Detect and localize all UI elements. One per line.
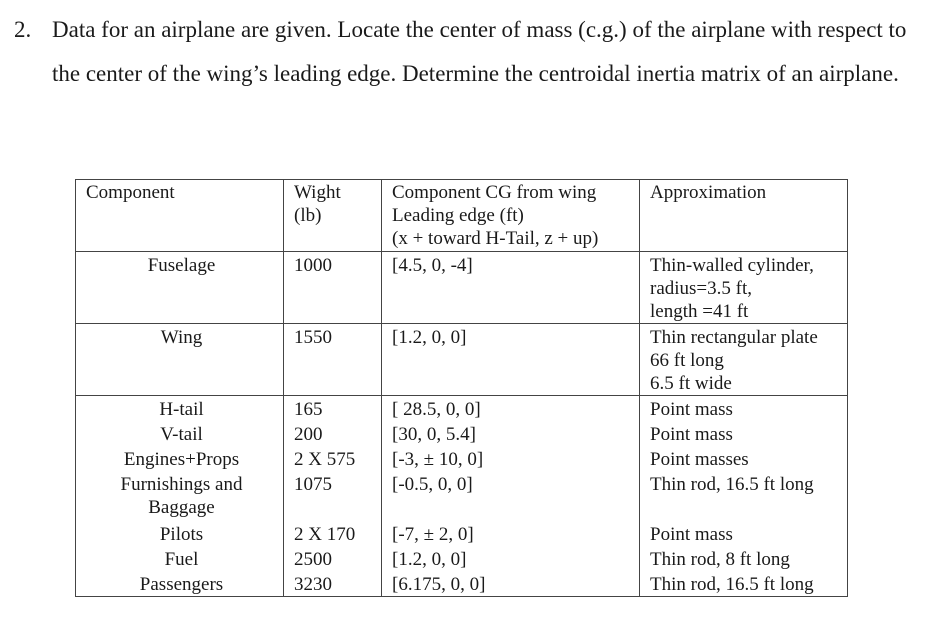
cell-approx: Thin rectangular plate 66 ft long 6.5 ft wide [640, 324, 848, 396]
cell-component: H-tail [76, 396, 284, 422]
cell-approx: Point mass [640, 396, 848, 422]
cell-weight: 2 X 575 [284, 446, 382, 471]
cell-weight: 2 X 170 [284, 521, 382, 546]
cell-cg: [-0.5, 0, 0] [382, 471, 640, 521]
cell-weight: 200 [284, 421, 382, 446]
table-row [76, 571, 848, 597]
table-row [76, 446, 848, 471]
cell-component: V-tail [76, 421, 284, 446]
header-cg: Component CG from wing Leading edge (ft) (x + toward H-Tail, z + up) [382, 180, 640, 252]
cell-weight: 3230 [284, 571, 382, 597]
cell-weight: 165 [284, 396, 382, 422]
cell-weight: 2500 [284, 546, 382, 571]
cell-approx: Point mass [640, 521, 848, 546]
table-row [76, 546, 848, 571]
cell-component: Passengers [76, 571, 284, 597]
table-row [76, 471, 848, 521]
cell-approx: Thin rod, 16.5 ft long [640, 471, 848, 521]
table-row [76, 396, 848, 422]
header-weight: Wight (lb) [284, 180, 382, 252]
table-row [76, 252, 848, 324]
airplane-data-table [75, 179, 848, 597]
cell-cg: [1.2, 0, 0] [382, 324, 640, 396]
header-component: Component [76, 180, 284, 252]
cell-cg: [30, 0, 5.4] [382, 421, 640, 446]
cell-component: Wing [76, 324, 284, 396]
cell-component: Fuselage [76, 252, 284, 324]
cell-component: Fuel [76, 546, 284, 571]
header-approximation: Approximation [640, 180, 848, 252]
cell-approx: Thin-walled cylinder, radius=3.5 ft, length =41 ft [640, 252, 848, 324]
table-header-row [76, 180, 848, 252]
cell-approx: Point masses [640, 446, 848, 471]
cell-approx: Point mass [640, 421, 848, 446]
table-row [76, 521, 848, 546]
cell-cg: [ 28.5, 0, 0] [382, 396, 640, 422]
problem-number: 2. [14, 17, 32, 42]
cell-cg: [-3, ± 10, 0] [382, 446, 640, 471]
cell-weight: 1075 [284, 471, 382, 521]
cell-component: Pilots [76, 521, 284, 546]
problem-text: Data for an airplane are given. Locate the center of mass (c.g.) of the airplane with respect to the center of the wing’s leading edge. Determine the centroidal inertia matrix of an airplane. [52, 17, 907, 86]
cell-cg: [6.175, 0, 0] [382, 571, 640, 597]
table-row [76, 421, 848, 446]
cell-cg: [1.2, 0, 0] [382, 546, 640, 571]
cell-component: Furnishings and Baggage [76, 471, 284, 521]
cell-approx: Thin rod, 8 ft long [640, 546, 848, 571]
cell-weight: 1000 [284, 252, 382, 324]
problem-statement [14, 8, 929, 95]
cell-approx: Thin rod, 16.5 ft long [640, 571, 848, 597]
cell-cg: [4.5, 0, -4] [382, 252, 640, 324]
cell-weight: 1550 [284, 324, 382, 396]
table-row [76, 324, 848, 396]
cell-cg: [-7, ± 2, 0] [382, 521, 640, 546]
cell-component: Engines+Props [76, 446, 284, 471]
